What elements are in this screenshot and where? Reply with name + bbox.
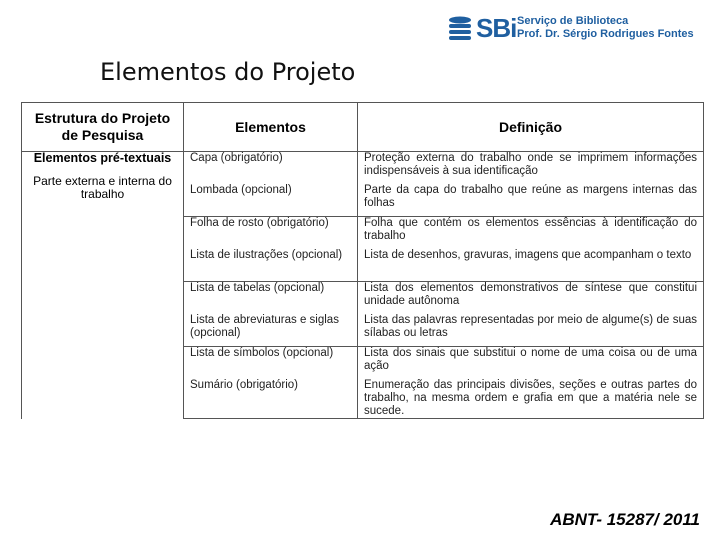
- definition-cell: Lista das palavras representadas por meio de algume(s) de suas sílabas ou letras: [358, 314, 704, 347]
- structure-subtitle: Parte externa e interna do trabalho: [33, 174, 172, 201]
- definition-cell: Enumeração das principais divisões, seções e outras partes do trabalho, na mesma ordem e grafia em que a matéria nele se sucede.: [358, 379, 704, 419]
- elements-table: [21, 102, 704, 419]
- sbi-logo: [447, 13, 697, 43]
- structure-title: Elementos pré-textuais: [33, 151, 172, 165]
- element-cell: Lista de símbolos (opcional): [184, 347, 358, 380]
- element-cell: Lista de abreviaturas e siglas (opcional): [184, 314, 358, 347]
- element-cell: Lista de ilustrações (opcional): [184, 249, 358, 282]
- database-stack-icon: [447, 15, 473, 41]
- definition-cell: Lista dos sinais que substitui o nome de uma coisa ou de uma ação: [358, 347, 704, 380]
- definition-cell: Lista de desenhos, gravuras, imagens que acompanham o texto: [358, 249, 704, 282]
- element-cell: Sumário (obrigatório): [184, 379, 358, 419]
- table-row: [22, 152, 704, 185]
- header-elements: Elementos: [184, 103, 358, 152]
- element-cell: Lista de tabelas (opcional): [184, 282, 358, 315]
- structure-cell: [22, 152, 184, 419]
- logo-line-1: Serviço de Biblioteca: [517, 15, 629, 27]
- element-cell: Lombada (opcional): [184, 184, 358, 217]
- logo-line-2: Prof. Dr. Sérgio Rodrigues Fontes: [517, 28, 694, 40]
- table-header-row: [22, 103, 704, 152]
- logo-letters: SBi: [476, 13, 517, 43]
- definition-cell: Proteção externa do trabalho onde se imprimem informações indispensáveis à sua identificação: [358, 152, 704, 185]
- logo-text: [517, 15, 694, 41]
- element-cell: Folha de rosto (obrigatório): [184, 217, 358, 250]
- header-structure: Estrutura do Projeto de Pesquisa: [22, 103, 184, 152]
- slide-title: Elementos do Projeto: [100, 58, 356, 86]
- definition-cell: Lista dos elementos demonstrativos de síntese que constitui unidade autônoma: [358, 282, 704, 315]
- element-cell: Capa (obrigatório): [184, 152, 358, 185]
- footer-reference: ABNT- 15287/ 2011: [550, 510, 700, 529]
- definition-cell: Parte da capa do trabalho que reúne as margens internas das folhas: [358, 184, 704, 217]
- header-definition: Definição: [358, 103, 704, 152]
- definition-cell: Folha que contém os elementos essências à identificação do trabalho: [358, 217, 704, 250]
